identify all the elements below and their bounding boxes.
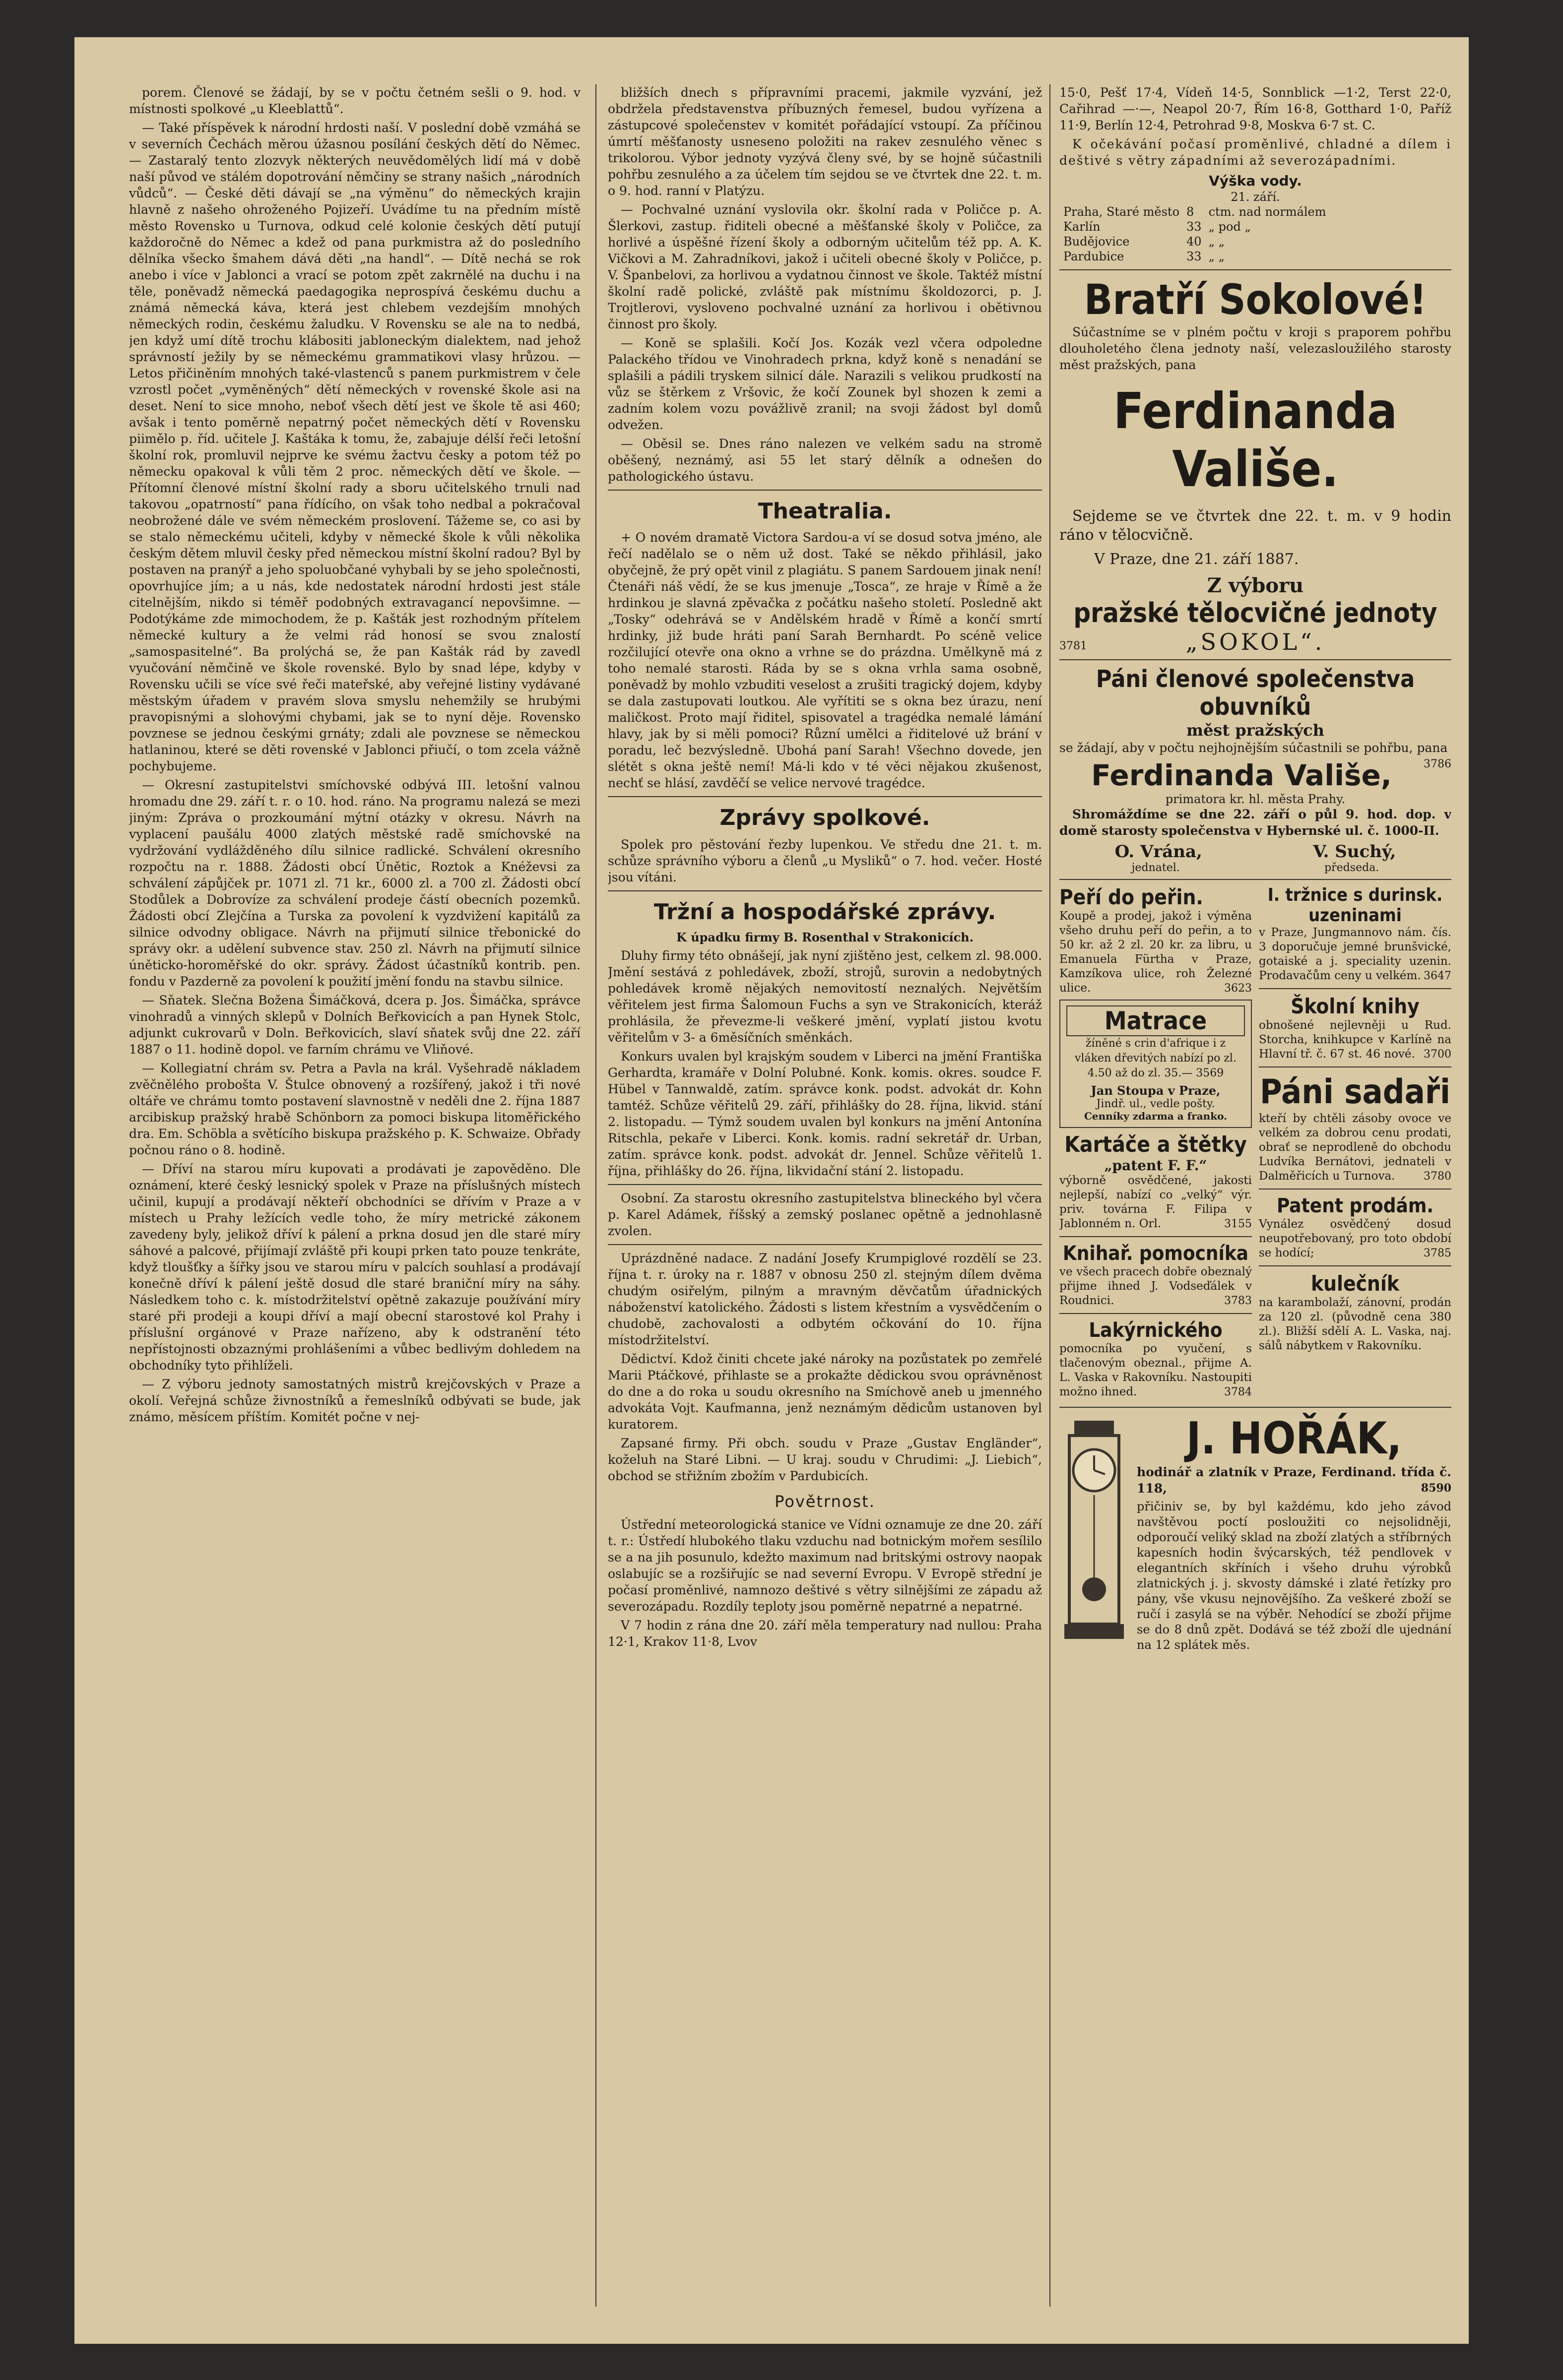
ad-peri: Peří do peřin. Koupě a prodej, jakož i výměna všeho druhu peří do peřin, a to 50 kr. až 2 zl. 20 kr. za libru, u Emanuela Fürtha v Praze, Kamzíkova ulice, roh Železné ulice. 3623: [1059, 884, 1252, 995]
table-row: Praha, Staré město 8 ctm. nad normálem: [1063, 204, 1326, 219]
section-divider: [608, 1244, 1042, 1245]
obuvnici-sub: měst pražských: [1186, 720, 1324, 740]
article-paragraph: bližších dnech s přípravními pracemi, jakmile vyzvání, jež obdržela představenstva příbuzných řemesel, budou vyřízena a zástupcové společenstev v komitét pořádající vstoupí. Za příčinou úmrtí měšťanosty usneseno položiti na rakev zesnulého věnec s trikolorou. Výbor jednoty vyzývá členy své, by se hojně súčastnili pohřbu zesnulého a za účelem tím sejdou se ve čtvrtek dne 22. t. m. o 9. hod. ranní v Platýzu.: [608, 85, 1042, 198]
article-paragraph: Dluhy firmy této obnášejí, jak nyní zjištěno jest, celkem zl. 98.000. Jmění sestává z pohledávek, zboží, strojů, surovin a nedobytných pohledávek kromě nějakých nemovitostí neznalých. Největším věřitelem jest firma Šalomoun Fuchs a syn ve Strakonicích, kteráž prohlásila, že převezme-li veškeré jmění, vyplatí jistou kvotu věřitelům v 3- a 6měsíčních směnkách.: [608, 948, 1042, 1045]
obuvnici-title: Páni členové společenstva obuvníků: [1096, 665, 1415, 721]
horak-text: přičiniv se, by byl každému, kdo jeho závod navštěvou poctí posloužiti co nejsolidněji, odporoučí veliký sklad na zboží zlatých a stříbrných kapesních hodin švýcarských, též pendlovek v elegantních skříních i všeho druhu výrobků zlatnických j. j. skvosty dámské i zlaté řetízky pro pány, vše vkusu nejnovějšího. Za veškeré zboží se ručí i zasylá se na výběr. Nehodící se zboží přijme se do 8 dnů zpět. Dodává se též zboží dle ujednání na 12 splátek měs.: [1137, 1499, 1451, 1652]
section-heading-trzni: Tržní a hospodářské zprávy.: [653, 899, 996, 925]
water-heading: Výška vody.: [1209, 173, 1302, 189]
article-paragraph: — Z výboru jednoty samostatných mistrů krejčovských v Praze a okolí. Veřejná schůze živnostníků a řemeslníků odbývati se bude, jak známo, měsícem příštím. Komitét počne v nej-: [129, 1377, 581, 1424]
ad-patent: Patent prodám. Vynález osvědčený dosud neupotřebovaný, pro toto období se hodící; 3785: [1259, 1194, 1451, 1259]
sokol-notice: [1059, 275, 1451, 654]
article-paragraph: V 7 hodin z rána dne 20. září měla temperatury nad nullou: Praha 12·1, Krakov 11·8, Lvov: [608, 1618, 1042, 1649]
ad-number: 3155: [1224, 1217, 1252, 1230]
ad-number: 3783: [1224, 1294, 1252, 1307]
obuvnici-text: Shromáždíme se dne 22. září o půl 9. hod. dop. v domě starosty společenstva v Hybernské ul. č. 1000-II.: [1059, 807, 1451, 838]
ad-horak: J. HOŘÁK, hodinář a zlatník v Praze, Ferdinand. třída č. 118, 8590 přičiniv se, by byl každému, kdo jeho závod navštěvou poctí posloužiti co nejsolidněji, odporoučí veliký sklad na zboží zlatých a stříbrných kapesních hodin švýcarských, též pendlovek v elegantních skříních i všeho druhu výrobků zlatnických j. j. skvosty dámské i zlaté řetízky pro pány, vše vkusu nejnovějšího. Za veškeré zboží se ručí i zasylá se na výběr. Nehodící se zboží přijme se do 8 dnů zpět. Dodává se též zboží dle ujednání na 12 splátek měs.: [1059, 1413, 1451, 1653]
section-divider: [1059, 269, 1451, 270]
article-paragraph: Konkurs uvalen byl krajským soudem v Liberci na jmění Františka Gerhardta, kramáře v Dolní Polubné. Konk. komis. okres. soudce F. Hübel v Tannwaldě, zatím. správce konk. podst. advokát dr. Kohn tamtéž. Schůze věřitelů 29. září, přihlášky do 28. října, likvid. stání 2. listopadu. — Týmž soudem uvalen byl konkurs na jmění Antonína Ritschla, pekaře v Liberci. Konk. komis. radní sekretář dr. Urban, zatím. správce konk. podst. advokát dr. Jennel. Schůze věřitelů 1. října, přihlášky do 26. října, likvidační stání 2. listopadu.: [608, 1049, 1042, 1179]
sokol-title: Bratří Sokolové!: [1084, 275, 1427, 324]
signature-suchy: V. Suchý,: [1313, 841, 1396, 862]
obuvnici-text: se žádají, aby v počtu nejhojnějším súčastnili se pohřbu, pana 3786: [1059, 740, 1451, 756]
article-paragraph: Dědictví. Kdož činiti chcete jaké nároky na pozůstatek po zemřelé Marii Ptáčkové, přihlaste se a prokažte dědickou svou oprávněnost do dne a do roka u soudu okresního na Smíchově aneb u jmenného advokáta Vojt. Kaufmanna, jenž neznámým dědicům ustanoven byl kuratorem.: [608, 1352, 1042, 1432]
column-divider: [1049, 84, 1050, 2307]
ad-sadari: Páni sadaři kteří by chtěli zásoby ovoce ve velkém za dobrou cenu prodati, obrať se neprodleně do obchodu Ludvíka Bernátovi, jednateli v Dalměřicích u Turnova. 3780: [1259, 1072, 1451, 1183]
table-row: Pardubice 33 „ „: [1063, 249, 1225, 263]
sokol-date: V Praze, dne 21. září 1887.: [1094, 550, 1299, 568]
section-divider: [1059, 879, 1451, 880]
ad-trznice: I. tržnice s durinsk. uzeninami v Praze, Jungmannovo nám. čís. 3 doporučuje jemné brunšvické, gotaiské a j. speciality uzenin. Prodavačům ceny u velkém. 3647: [1259, 884, 1451, 982]
sokol-org: „SOKOL“.: [1185, 628, 1325, 655]
ads-left: [1059, 885, 1252, 1402]
article-paragraph: — Sňatek. Slečna Božena Šimáčková, dcera p. Jos. Šimáčka, správce vinohradů a vinných sklepů v Dolních Beřkovicích a pan Hynek Stolc, adjunkt cukrovarů v Doln. Beřkovicích, slaví sňatek svůj dne 22. září 1887 o 11. hodině dopol. ve farním chrámu ve Vliňové.: [129, 993, 581, 1057]
ad-kartace: Kartáče a štětky „patent F. F.“ výborně osvědčené, jakosti nejlepší, nabízí co „velký“ výr. priv. továrna F. Filipa v Jablonném n. Orl. 3155: [1059, 1131, 1252, 1230]
column-2: [608, 84, 1042, 2317]
article-paragraph: Ústřední meteorologická stanice ve Vídni oznamuje ze dne 20. září t. r.: Ústředí hlubokého tlaku vzduchu nad botnickým mořem sesílilo se a na jih posunulo, kdežto maximum nad britskými ostrovy naopak oslabujíc se a rozšiřujíc se nad severní Evropu. V Evropě střední je počasí proměnlivé, namnozo deštivé s větry silnějšími ze západu až severozápadu. Rozdíly teploty jsou poměrně nepatrné a nepatrné.: [608, 1517, 1042, 1614]
obuvnici-role: primatora kr. hl. města Prahy.: [1165, 792, 1346, 806]
column-3: [1059, 84, 1451, 2317]
ad-kulecnik: kulečník na karambolaží, zánovní, prodán za 120 zl. (původně cena 380 zl.). Bližší sdělí A. L. Vaska, naj. sálů nábytkem v Rakovníku.: [1259, 1271, 1451, 1352]
sokol-name: Ferdinanda Vališe.: [1113, 381, 1397, 498]
section-divider: [1059, 1313, 1252, 1314]
ad-number: 3623: [1224, 982, 1252, 995]
section-subheading: K úpadku firmy B. Rosenthal v Strakonicích.: [676, 930, 974, 945]
water-table: [1059, 204, 1330, 264]
article-paragraph: — Také příspěvek k národní hrdosti naší. V poslední době vzmáhá se v severních Čechách měrou úžasnou posílání českých dětí do Němec. — Zastaralý tento zlozvyk některých neuvědomělých lidí má v době naší původ ve stálém dopotrování němčiny se strany našich „národních vůdců“. — České děti dávají se „na výměnu“ do německých krajin hlavně z našeho ohroženého Pojizeří. Uvádíme tu na předním místě město Rovensko u Turnova, odkud celé kolonie českých dětí putují každoročně do Němec a kdež od pana purkmistra až do posledního dělníka všecko šmahem dává děti „na handl“. — Dítě nechá se rok anebo i více v Jablonci a vrací se potom zpět zakrnělé na duchu i na těle, poněvadž německá paedagogika neprospívá českému duchu a známá německá káva, která jest chlebem vezdejším mnohých německých rodin, českému žaludku. V Rovensku se ale na to nedbá, jen když umí dítě trochu klábositi jabloneckým dialektem, nad jehož správností ježily by se německému grammatikovi vlasy hrůzou. — Letos přičiněním mnohých také-vlastenců s panem purkmistrem v čele vzrostl počet „vyměněných“ dětí německých v rovenské škole asi na deset. Není to sice mnoho, neboť všech dětí jest ve škole tě asi 460; avšak i tento poměrně nepatrný počet německých dětí v Rovensku piimělo p. říd. učitele J. Kaštáka k tomu, že, zabajuje délší řeči letošní školní rok, promluvil nejprve ke svému žactvu česky a potom též po německu opakoval k vůli těm 2 proc. německých dětí ve škole. — Přítomní členové místní školní rady a sboru učitelského trnuli nad takovou „opatrností“ pana řídícího, on však toho nedbal a pokračoval neobrožené dále ve svém německém proslovení. Tážeme se, co asi by se stalo německému učiteli, kdyby v německé škole k vůli několika českým dětem mluvil česky před německou místní školní radou? Byl by postaven na pranýř a jeho spoluobčané vyhybali by se jeho společnosti, opovrhujíce jím; a u nás, kde nedostatek národní hrdosti jest stále citelnějším, nikdo si téměř podobných extravagancí nepovšimne. — Podotýkáme zde mimochodem, že p. Kašták jest rozhodným přítelem německé kultury a že velmi rád honosí se svou znalostí „samospasitelné“. Ba prolýchá se, že pan Kašták rád by zavedl vyučování němčině ve škole rovenské. Bylo by snad lépe, kdyby v Rovensku učili se více své řeči mateřské, aby veřejné listiny vydávané městským úřadem v pravém slova smyslu nehemžily se hrubými pravopisnými a slohovými chybami, jak se to nyní děje. Rovensko povznese se jednou českými grnáty; zdali ale povznese se německou hatlaninou, které se děti rovenské v Jablonci přiučí, o tom zcela vážně pochybujeme.: [129, 121, 581, 773]
section-divider: [1259, 988, 1451, 989]
sokol-from: Z výboru: [1207, 573, 1304, 597]
section-divider: [608, 1184, 1042, 1185]
ad-number: 3785: [1424, 1247, 1451, 1259]
weather-continuation: 15·0, Pešť 17·4, Vídeň 14·5, Sonnblick —1·2, Terst 22·0, Cařihrad —·—, Neapol 20·7, Řím 16·8, Gotthard 1·0, Paříž 11·9, Berlín 12·4, Petrohrad 9·8, Moskva 6·7 st. C.: [1059, 85, 1451, 132]
column-1: [129, 84, 581, 2317]
section-divider: [1259, 1066, 1451, 1067]
water-date: 21. září.: [1231, 189, 1280, 204]
signature-vrana: O. Vrána,: [1114, 841, 1202, 862]
sokol-text: Sejdeme se ve čtvrtek dne 22. t. m. v 9 hodin ráno v tělocvičně.: [1059, 507, 1451, 544]
article-paragraph: — Pochvalné uznání vyslovila okr. školní rada v Poličce p. A. Šlerkovi, zastup. řiditeli obecné a měšťanské školy v Poličce, za horlivé a úspěšné řízení školy a odborným učitelům též pp. A. K. Vičkovi a M. Zahradníkovi, jakož i učiteli obecné školy v Poličce, p. V. Španbelovi, za horlivou a vydatnou činnost ve škole. Taktéž místní školní radě polické, zvláště pak místnímu školdozorci, p. J. Trojtlerovi, vysloveno pochvalné uznání za horlivou i obětivnou činnost pro školy.: [608, 202, 1042, 331]
section-divider: [1259, 1265, 1451, 1266]
weather-forecast: K očekávání počasí proměnlivé, chladné a dílem i deštivé s větry západními až severozápadními.: [1059, 137, 1451, 168]
obuvnici-notice: Páni členové společenstva obuvníků měst pražských se žádají, aby v počtu nejhojnějším súčastnili se pohřbu, pana 3786 Ferdinanda Vališe, primatora kr. hl. města Prahy. Shromáždíme se dne 22. září o půl 9. hod. dop. v domě starosty společenstva v Hybernské ul. č. 1000-II. O. Vrána, V. Suchý, jednatel. předseda.: [1059, 665, 1451, 874]
section-divider: [608, 796, 1042, 797]
article-paragraph: — Oběsil se. Dnes ráno nalezen ve velkém sadu na stromě oběšený, neznámý, asi 55 let starý dělník a odnešen do pathologického ústavu.: [608, 437, 1042, 484]
section-heading-theatralia: Theatralia.: [758, 499, 892, 524]
section-divider: [1059, 659, 1451, 660]
section-divider: [1059, 1407, 1451, 1408]
ads-right: [1259, 885, 1451, 1402]
article-paragraph: + O novém dramatě Victora Sardou-a ví se dosud sotva jméno, ale řečí nadělalo se o něm už dost. Také se někdo přihlásil, jako obyčejně, že prý opět vinil z plagiátu. S panem Sardouem jinak není! Čtenáři náš vědí, že se kus jmenuje „Tosca“, ze hraje v Římě a že hrdinkou je slavná zpěvačka z počátku našeho století. Posledně akt „Tosky“ odehrává se v Andělském hradě v Římě a končí smrtí hrdinky, již bude hráti paní Sarah Bernhardt. Po scéně velice rozčilující otevře ona okno a vrhne se do prázdna. Umělkyně má z toho nemalé starosti. Ráda by se s okna vrhla sama osobně, poněvadž by mohlo vzbuditi veselost a zrušiti tragický dojem, kdyby se dala zastupovati loutkou. Ale vyřítiti se s okna bez úrazu, není maličkost. Proto mají řiditel, spisovatel a tragédka nemalé lámání hlavy, jak by si měli pomoci? Různí umělci a řiditelové už brání v poradu, leč bezvýsledně. Ubohá paní Sarah! Všechno dovede, jen slétět s okna ještě nemí! Má-li kdo v té věci nějakou zkušenost, nechť se hlásí, zavděčí se velice nervové tragédce.: [608, 530, 1042, 791]
ad-number: 3700: [1424, 1048, 1451, 1061]
ad-number: 3569: [1196, 1066, 1224, 1079]
horak-title: J. HOŘÁK,: [1186, 1412, 1402, 1464]
newspaper-page: [74, 37, 1469, 2344]
ad-number: 8590: [1421, 1481, 1451, 1495]
article-paragraph: Osobní. Za starostu okresního zastupitelstva blineckého byl včera p. Karel Adámek, říšský a zemský poslanec opětně a jednohlasně zvolen.: [608, 1191, 1042, 1239]
column-divider: [595, 84, 596, 2307]
pendulum-clock-icon: [1059, 1416, 1129, 1649]
section-heading-spolkove: Zprávy spolkové.: [719, 805, 930, 831]
table-row: Karlín 33 „ pod „: [1063, 219, 1251, 234]
table-row: Budějovice 40 „ „: [1063, 234, 1225, 249]
article-paragraph: — Kollegiatní chrám sv. Petra a Pavla na král. Vyšehradě nákladem zvěčnělého probošta V. Štulce obnovený a rozšířený, jakož i tři nové oltáře ve chrámu tomto postavení slavnostně v neděli dne 2. října 1887 arcibiskup pražský hrabě Schönborn za pomoci biskupa litoměřického dra. Em. Schöbla a světícího biskupa pražského p. K. Schwaize. Obřady počnou ráno o 8. hodině.: [129, 1061, 581, 1157]
article-paragraph: Spolek pro pěstování řezby lupenkou. Ve středu dne 21. t. m. schůze správního výboru a členů „u Mysliků“ o 7. hod. večer. Hosté jsou vítáni.: [608, 837, 1042, 884]
ad-number: 3786: [1424, 757, 1451, 770]
section-divider: [608, 890, 1042, 891]
section-divider: [1059, 1236, 1252, 1237]
section-divider: [1259, 1189, 1451, 1190]
article-paragraph: — Dříví na starou míru kupovati a prodávati je zapověděno. Dle oznámení, které český lesnický spolek v Praze na příslušných místech učinil, kupují a prodávají někteří obchodníci se dřívím v Praze a v místech u Prahy ležících vedle toho, že míry metrické zákonem zavedeny byly, jelikož dříví k pálení a prkna dosud jen dle staré míry sáhové a palcové, přijímají zvláště při koupi prken tato pouze tenkráte, když tloušťky a šířky jsou ve starou míru v palcích souhlasí a prodávají konečně dříví k pálení ještě dosud dle staré braniční míry na sáhy. Následkem toho c. k. místodržitelství opětně zakazuje používání míry staré při prodeji a koupi dříví a mají obecní starostové kol Prahy i příslušní orgánové v Praze nařízeno, aby k odstranění této nepřístojnosti obzaznými prohlášeními a vůbec bedlivým dohledem na obchodníky tyto přihlíželi.: [129, 1162, 581, 1373]
ad-matrace: Matrace žíněné s crin d'afrique i z vláken dřevitých nabízí po zl. 4.50 až do zl. 35.— 3569 Jan Stoupa v Praze, Jindř. ul., vedle pošty. Cenníky zdarma a franko.: [1059, 1000, 1252, 1128]
sokol-text: Súčastníme se v plném počtu v kroji s praporem pohřbu dlouholetého člena jednoty naší, velezasloužilého starosty měst pražských, pana: [1059, 324, 1451, 372]
ad-number: 3780: [1424, 1170, 1451, 1183]
ad-knihy: Školní knihy obnošené nejlevněji u Rud. Storcha, knihkupce v Karlíně na Hlavní tř. č. 67 st. 46 nové. 3700: [1259, 994, 1451, 1061]
article-paragraph: Uprázdněné nadace. Z nadání Josefy Krumpiglové rozdělí se 23. října t. r. úroky na r. 1887 v obnosu 250 zl. stejným dílem dvěma chudým osiřelým, pilným a mravným děvčatům úřadnických náboženství katolického. Žádosti s listem křestním a vysvědčením o chudobě, zachovalosti a odbytém očkování do 10. října místodržitelství.: [608, 1251, 1042, 1348]
article-paragraph: Zapsané firmy. Při obch. soudu v Praze „Gustav Engländer“, koželuh na Staré Libni. — U kraj. soudu v Chrudimi: „J. Liebich“, obchod se střižním zbožím v Pardubicích.: [608, 1436, 1042, 1484]
ad-number: 3781: [1059, 639, 1087, 652]
ad-knihar: Knihař. pomocníka ve všech pracech dobře obeznalý přijme ihned J. Vodseďálek v Roudnici. 3783: [1059, 1242, 1252, 1307]
obuvnici-name: Ferdinanda Vališe,: [1091, 758, 1392, 792]
article-paragraph: — Koně se splašili. Kočí Jos. Kozák vezl včera odpoledne Palackého třídou ve Vinohradech prkna, když koně s nenadání se splašili a pádili tryskem silnicí dále. Narazili s velikou prudkostí na vůz se štěrkem z Vršovic, že kočí Zounek byl shozen k zemi a zadním kolem vozu povážlivě zranil; na svoji žádost byl domů odvežen.: [608, 336, 1042, 432]
article-paragraph: porem. Členové se žádají, by se v počtu četném sešli o 9. hod. v místnosti spolkové „u Kleeblattů“.: [129, 85, 581, 116]
ad-number: 3784: [1224, 1385, 1252, 1398]
section-heading-povetrnost: Povětrnost.: [775, 1492, 875, 1511]
article-paragraph: — Okresní zastupitelstvi smíchovské odbývá III. letošní valnou hromadu dne 29. září t. r. o 10. hod. ráno. Na programu nalezá se mezi jiným: Zpráva o prozkoumání mýtní otázky v okresu. Návrh na vyplacení paušálu 4000 zlatých městské radě smíchovské na vydržování vydlážděného dílu silnice radlické. Schválení okresního rozpočtu na r. 1888. Žádosti obcí Únětic, Roztok a Knéževsi za schválení zápůjček pr. 1071 zl. 71 kr., 6000 zl. a 700 zl. Žádosti obcí Stodůlek a Dobrovíze za schválení prodeje částí obecních pozemků. Žádosti obcí Zlejčína a Turska za povolení k vyzdvižení kapitálů za silnice odvodny obligace. Návrh na přijmutí silnice třebonické do správy okr. a udělení subvence stav. 250 zl. Návrh na přijmutí silnice úněticko-horoměřské do okr. správy. Žádost účastníků kontrib. pen. fondu v Pazderně za povolení k použití jmění fondu na stavbu silnice.: [129, 778, 581, 989]
ads-grid: [1059, 885, 1451, 1402]
ad-number: 3647: [1424, 969, 1451, 982]
ad-lakyr: Lakýrnického pomocníka po vyučení, s tlačenovým obeznal., přijme A. L. Vaska v Rakovníku. Nastoupiti možno ihned. 3784: [1059, 1318, 1252, 1398]
sokol-org: pražské tělocvičné jednoty: [1073, 597, 1437, 628]
section-divider: [608, 490, 1042, 491]
